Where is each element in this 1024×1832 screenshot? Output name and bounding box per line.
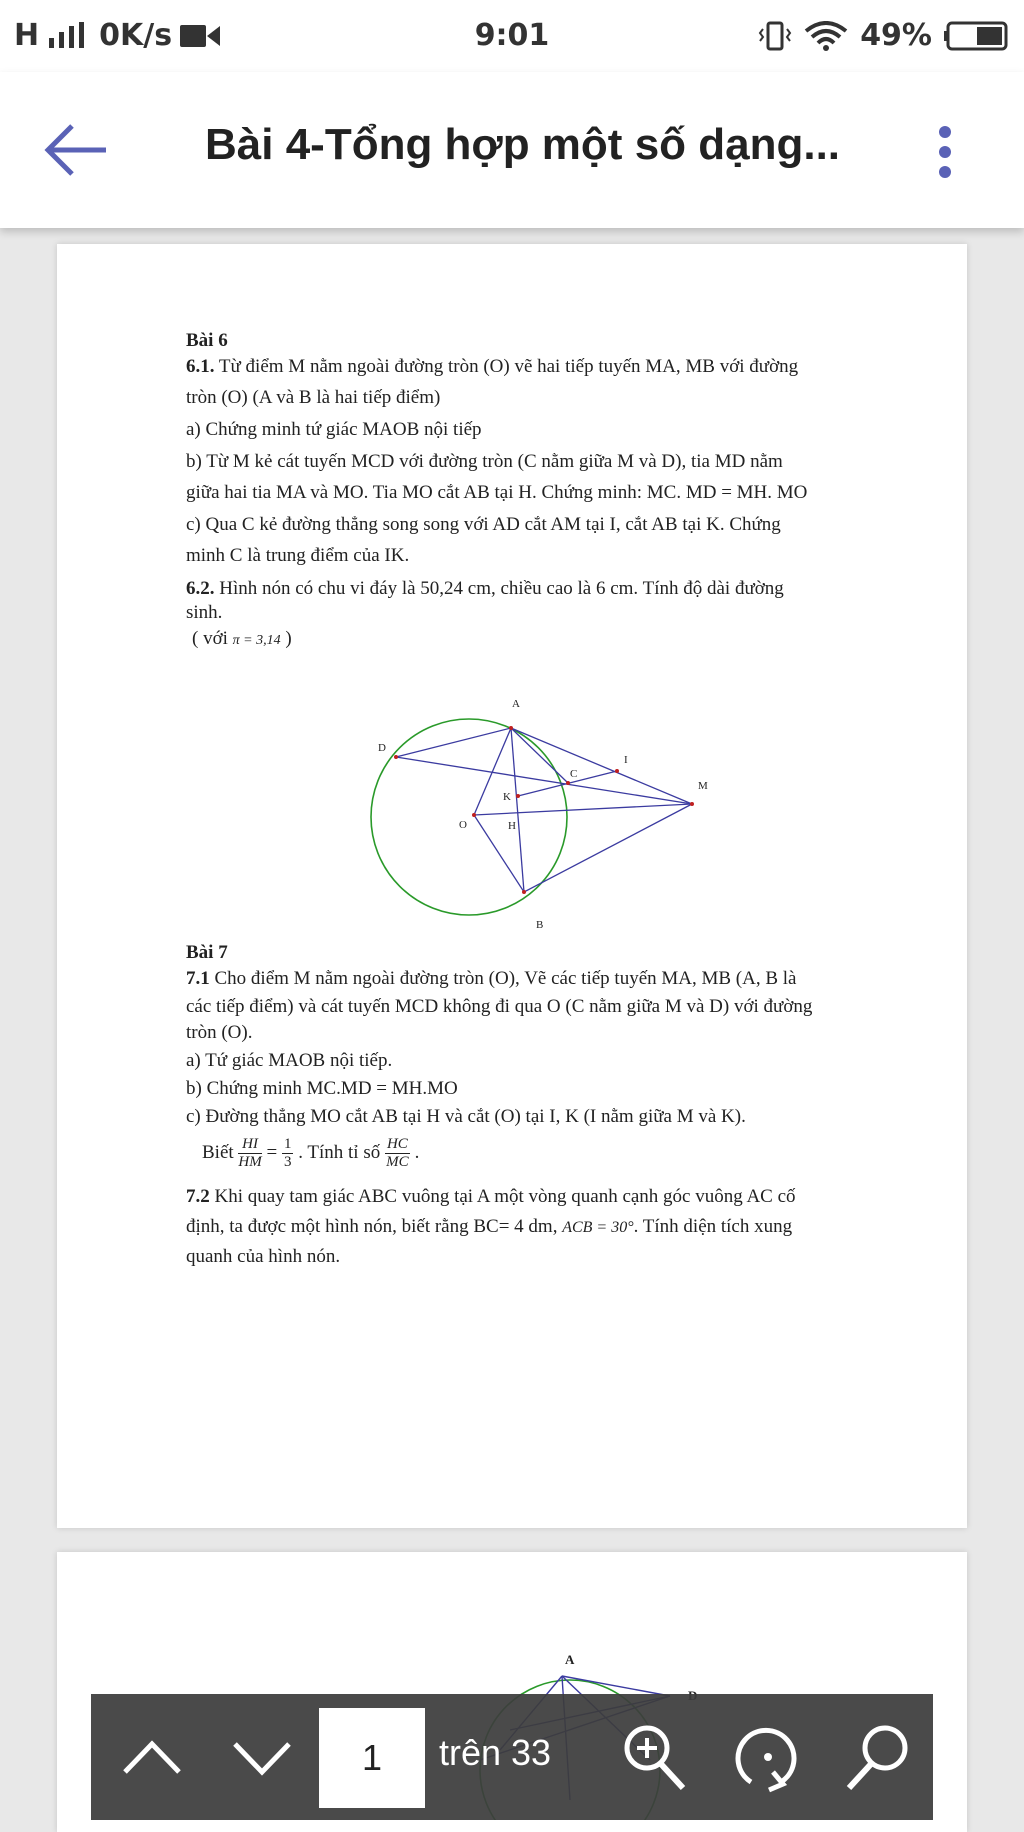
- bai7-1-line3: tròn (O).: [186, 1022, 253, 1043]
- fig-label-i: I: [624, 754, 628, 766]
- network-speed: 0K/s: [99, 18, 173, 53]
- fig-label-h: H: [508, 820, 516, 832]
- fig-label-a: A: [512, 698, 520, 710]
- previous-page-icon[interactable]: [119, 1724, 185, 1790]
- fig-label-k: K: [503, 791, 511, 803]
- network-type: H: [14, 18, 40, 53]
- bai6-1-line1: 6.1. Từ điểm M nằm ngoài đường tròn (O) vẽ hai tiếp tuyến MA, MB với đường: [186, 356, 799, 377]
- bai7-1-line2: các tiếp điểm) và cát tuyến MCD không đi qua O (C nằm giữa M và D) với đường: [186, 996, 813, 1017]
- geometry-figure-bai6: [370, 695, 720, 935]
- bai6-1-b2: giữa hai tia MA và MO. Tia MO cắt AB tại H. Chứng minh: MC. MD = MH. MO: [186, 482, 808, 503]
- zoom-in-icon[interactable]: [619, 1720, 689, 1794]
- more-options-icon[interactable]: [930, 124, 960, 180]
- bai6-1-c2: minh C là trung điểm của IK.: [186, 545, 410, 566]
- fig-label-m: M: [698, 780, 708, 792]
- fig-label-o: O: [459, 819, 467, 831]
- bai6-2-line2: sinh.: [186, 602, 223, 623]
- clock: 9:01: [474, 18, 550, 53]
- battery-percent: 49%: [860, 18, 932, 53]
- bai7-2-line3: quanh của hình nón.: [186, 1246, 341, 1267]
- fig-label-d: D: [378, 742, 386, 754]
- bai7-2-line1: 7.2 Khi quay tam giác ABC vuông tại A một vòng quanh cạnh góc vuông AC cố: [186, 1186, 796, 1207]
- page-count-label: trên 33: [439, 1732, 552, 1773]
- bai7-1-c: c) Đường thẳng MO cắt AB tại H và cắt (O) tại I, K (I nằm giữa M và K).: [186, 1106, 746, 1127]
- bai6-1-a: a) Chứng minh tứ giác MAOB nội tiếp: [186, 419, 482, 440]
- page-number-input[interactable]: 1: [319, 1708, 425, 1808]
- fig2-label-a: A: [565, 1652, 575, 1667]
- bai6-1-b1: b) Từ M kẻ cát tuyến MCD với đường tròn (C nằm giữa M và D), tia MD nằm: [186, 451, 783, 472]
- back-arrow-icon[interactable]: [42, 118, 114, 182]
- fig-label-b: B: [536, 919, 544, 931]
- bai7-2-line2: định, ta được một hình nón, biết rằng BC= 4 dm, ACB = 30°. Tính diện tích xung: [186, 1216, 793, 1237]
- bai6-1-c1: c) Qua C kẻ đường thẳng song song với AD cắt AM tại I, cắt AB tại K. Chứng: [186, 514, 781, 535]
- battery-icon: [944, 21, 1010, 51]
- page-navigation-toolbar: [91, 1694, 933, 1820]
- rotate-icon[interactable]: [731, 1720, 805, 1794]
- search-icon[interactable]: [843, 1720, 915, 1794]
- vibrate-icon: [758, 21, 792, 51]
- page-title: Bài 4-Tổng hợp một số dạng...: [205, 120, 841, 169]
- next-page-icon[interactable]: [229, 1724, 295, 1790]
- bai6-2-line3: ( với π = 3,14 ): [192, 628, 292, 649]
- wifi-icon: [804, 21, 848, 51]
- app-bar: [0, 72, 1024, 228]
- bai7-1-line1: 7.1 Cho điểm M nằm ngoài đường tròn (O), Vẽ các tiếp tuyến MA, MB (A, B là: [186, 968, 797, 989]
- bai6-title: Bài 6: [186, 330, 228, 351]
- bai7-1-b: b) Chứng minh MC.MD = MH.MO: [186, 1078, 458, 1099]
- status-bar: [0, 0, 1024, 72]
- fig-label-c: C: [570, 768, 578, 780]
- bai6-1-line2: tròn (O) (A và B là hai tiếp điểm): [186, 387, 441, 408]
- bai7-title: Bài 7: [186, 942, 228, 963]
- bai7-1-d: Biết $\frac{HI}{HM}$ = $\frac{1}{3}$ . Tính tỉ số $\frac{HC}{MC}$ .: [202, 1136, 420, 1170]
- bai6-2-line1: 6.2. Hình nón có chu vi đáy là 50,24 cm, chiều cao là 6 cm. Tính độ dài đường: [186, 578, 784, 599]
- bai7-1-a: a) Tứ giác MAOB nội tiếp.: [186, 1050, 393, 1071]
